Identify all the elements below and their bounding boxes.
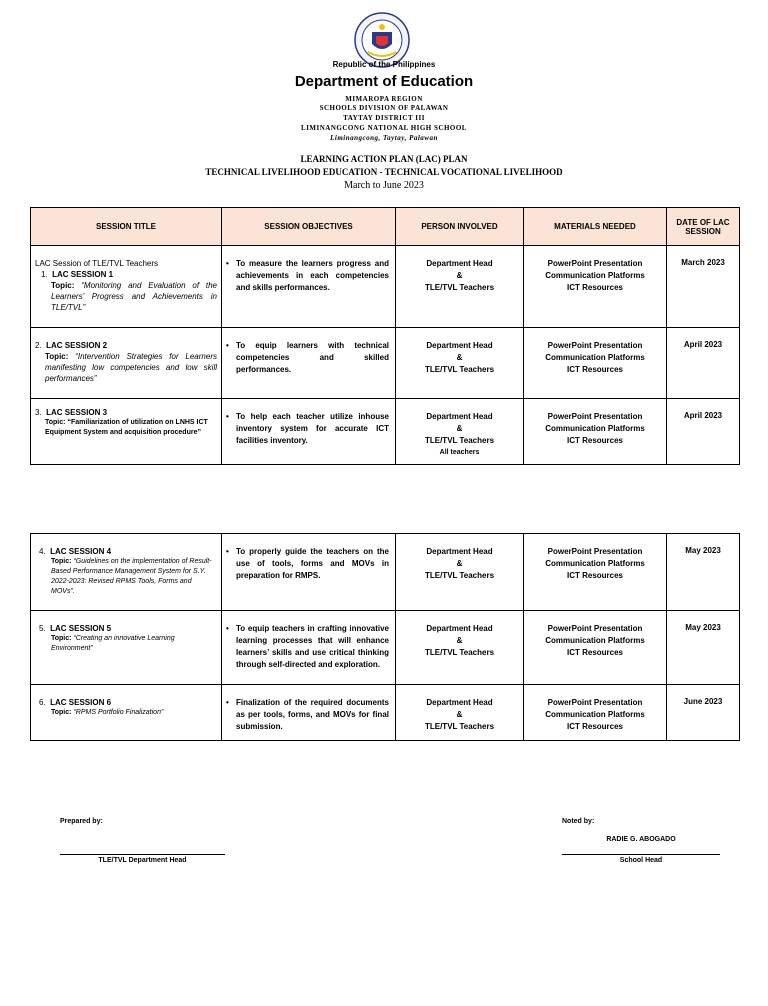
header-person-involved: PERSON INVOLVED [396, 208, 524, 246]
objective-cell [222, 534, 396, 611]
noted-by-label: Noted by: [562, 818, 595, 825]
topic-text: “Familiarization of utilization on LNHS ICT Equipment System and acquisition procedure” [45, 419, 208, 436]
person-line: Department Head [426, 624, 493, 633]
material-line: PowerPoint Presentation [547, 547, 643, 556]
topic-text: “Guidelines on the implementation of Result-Based Performance Management System for S.Y. 2022-2023: Revised RPMS Tools, Forms and MOVs”. [51, 558, 212, 595]
session-number: 4. [39, 547, 46, 556]
bullet-icon: • [226, 624, 229, 633]
objective-text: To equip teachers in crafting innovative learning processes that will enhance learners’ skills and use critical thinking through self-directed and exploration. [236, 624, 389, 669]
bullet-icon: • [226, 259, 229, 268]
session-title-cell [31, 328, 222, 399]
lac-plan-table-2 [30, 533, 740, 741]
topic-label: Topic: [51, 558, 72, 565]
person-amp: & [456, 353, 463, 362]
objective-text: To properly guide the teachers on the use of tools, forms and MOVs in preparation for RMPS. [236, 547, 389, 580]
republic-label: Republic of the Philippines [332, 60, 436, 69]
table-intro: LAC Session of TLE/TVL Teachers [35, 259, 159, 268]
person-line: TLE/TVL Teachers [424, 436, 495, 445]
material-line: ICT Resources [566, 648, 624, 657]
session-number: 2. [35, 341, 42, 350]
materials-cell [524, 685, 667, 741]
person-line: Department Head [426, 259, 493, 268]
prepared-role: TLE/TVL Department Head [98, 857, 187, 864]
session-label: LAC SESSION 3 [46, 408, 108, 417]
session-label: LAC SESSION 5 [50, 624, 112, 633]
plan-title: LEARNING ACTION PLAN (LAC) PLAN [300, 154, 468, 164]
person-line: TLE/TVL Teachers [424, 571, 495, 580]
topic-label: Topic: [45, 419, 66, 426]
objective-text: Finalization of the required documents as per tools, forms, and MOVs for final submission. [236, 698, 389, 731]
bullet-icon: • [226, 698, 229, 707]
material-line: Communication Platforms [545, 271, 645, 280]
person-line: TLE/TVL Teachers [424, 365, 495, 374]
division-label: SCHOOLS DIVISION OF PALAWAN [319, 104, 449, 112]
session-title-cell [31, 246, 222, 328]
prepared-by-label: Prepared by: [60, 818, 103, 825]
person-cell [396, 399, 524, 465]
session-title-cell [31, 534, 222, 611]
person-amp: & [456, 559, 463, 568]
materials-cell [524, 534, 667, 611]
table-row [31, 399, 740, 465]
school-label: LIMINANGCONG NATIONAL HIGH SCHOOL [301, 124, 467, 132]
date-text: April 2023 [683, 411, 723, 420]
topic-label: Topic: [51, 281, 75, 290]
session-number: 5. [39, 624, 46, 633]
topic-label: Topic: [45, 352, 69, 361]
bullet-icon: • [226, 341, 229, 350]
material-line: Communication Platforms [545, 710, 645, 719]
session-label: LAC SESSION 4 [50, 547, 112, 556]
header-session-title: SESSION TITLE [31, 208, 222, 246]
objective-cell [222, 246, 396, 328]
header-date: DATE OF LAC SESSION [667, 208, 740, 246]
date-text: June 2023 [683, 697, 723, 706]
person-amp: & [456, 271, 463, 280]
table-row [31, 611, 740, 685]
session-number: 3. [35, 408, 42, 417]
person-cell [396, 246, 524, 328]
date-cell [667, 246, 740, 328]
person-line: TLE/TVL Teachers [424, 722, 495, 731]
header-materials-needed: MATERIALS NEEDED [524, 208, 667, 246]
material-line: PowerPoint Presentation [547, 624, 643, 633]
objective-cell [222, 685, 396, 741]
header-session-objectives: SESSION OBJECTIVES [222, 208, 396, 246]
material-line: ICT Resources [566, 436, 624, 445]
topic-label: Topic: [51, 709, 72, 716]
objective-text: To help each teacher utilize inhouse inventory system for accurate ICT facilities inventory. [236, 412, 389, 445]
date-text: April 2023 [683, 340, 723, 349]
address-label: Liminangcong, Taytay, Palawan [330, 134, 438, 142]
material-line: ICT Resources [566, 571, 624, 580]
material-line: PowerPoint Presentation [547, 259, 643, 268]
objective-cell [222, 328, 396, 399]
date-text: May 2023 [685, 623, 721, 632]
session-title-cell [31, 399, 222, 465]
materials-cell [524, 611, 667, 685]
prepared-signature-line [60, 854, 225, 855]
material-line: ICT Resources [566, 365, 624, 374]
material-line: Communication Platforms [545, 636, 645, 645]
date-cell [667, 685, 740, 741]
program-title: TECHNICAL LIVELIHOOD EDUCATION - TECHNICAL VOCATIONAL LIVELIHOOD [205, 167, 563, 177]
date-text: March 2023 [681, 258, 725, 267]
material-line: Communication Platforms [545, 424, 645, 433]
material-line: PowerPoint Presentation [547, 341, 643, 350]
district-label: TAYTAY DISTRICT III [343, 114, 425, 122]
session-label: LAC SESSION 6 [50, 698, 112, 707]
noted-role: School Head [619, 857, 663, 864]
person-amp: & [456, 710, 463, 719]
topic-text: “Creating an innovative Learning Environment” [51, 635, 175, 652]
period-label: March to June 2023 [344, 180, 424, 191]
objective-text: To measure the learners progress and achievements in each competencies and skills performances. [236, 259, 389, 292]
topic-label: Topic: [51, 635, 72, 642]
objective-cell [222, 399, 396, 465]
topic-text: “RPMS Portfolio Finalization” [73, 709, 164, 716]
noted-name: RADIE G. ABOGADO [606, 836, 676, 843]
topic-text: “Monitoring and Evaluation of the Learners’ Progress and Achievements in TLE/TVL” [51, 281, 218, 312]
noted-signature-line [562, 854, 720, 855]
date-cell [667, 328, 740, 399]
person-line: TLE/TVL Teachers [424, 283, 495, 292]
session-label: LAC SESSION 1 [52, 270, 114, 279]
date-text: May 2023 [685, 546, 721, 555]
session-label: LAC SESSION 2 [46, 341, 108, 350]
table-header-row [31, 208, 740, 246]
date-cell [667, 534, 740, 611]
person-amp: & [456, 636, 463, 645]
session-title-cell [31, 611, 222, 685]
person-line: Department Head [426, 547, 493, 556]
materials-cell [524, 328, 667, 399]
department-title: Department of Education [294, 73, 474, 90]
material-line: PowerPoint Presentation [547, 698, 643, 707]
materials-cell [524, 399, 667, 465]
person-cell [396, 534, 524, 611]
session-number: 6. [39, 698, 46, 707]
table-row [31, 534, 740, 611]
material-line: Communication Platforms [545, 559, 645, 568]
table-row [31, 685, 740, 741]
table-row [31, 246, 740, 328]
materials-cell [524, 246, 667, 328]
objective-text: To equip learners with technical competencies and skilled performances. [236, 341, 389, 374]
session-number: 1. [41, 270, 48, 279]
bullet-icon: • [226, 547, 229, 556]
person-line: TLE/TVL Teachers [424, 648, 495, 657]
person-line: Department Head [426, 698, 493, 707]
material-line: Communication Platforms [545, 353, 645, 362]
region-label: MIMAROPA REGION [345, 95, 423, 103]
table-row [31, 328, 740, 399]
person-cell [396, 685, 524, 741]
date-cell [667, 611, 740, 685]
person-amp: & [456, 424, 463, 433]
date-cell [667, 399, 740, 465]
person-cell [396, 328, 524, 399]
material-line: PowerPoint Presentation [547, 412, 643, 421]
objective-cell [222, 611, 396, 685]
topic-text: “Intervention Strategies for Learners manifesting low competencies and low skill performances” [45, 352, 217, 383]
material-line: ICT Resources [566, 722, 624, 731]
person-line: Department Head [426, 412, 493, 421]
session-title-cell [31, 685, 222, 741]
lac-plan-table-1 [30, 207, 740, 465]
material-line: ICT Resources [566, 283, 624, 292]
person-line: Department Head [426, 341, 493, 350]
person-cell [396, 611, 524, 685]
bullet-icon: • [226, 412, 229, 421]
person-line: All teachers [439, 449, 480, 456]
